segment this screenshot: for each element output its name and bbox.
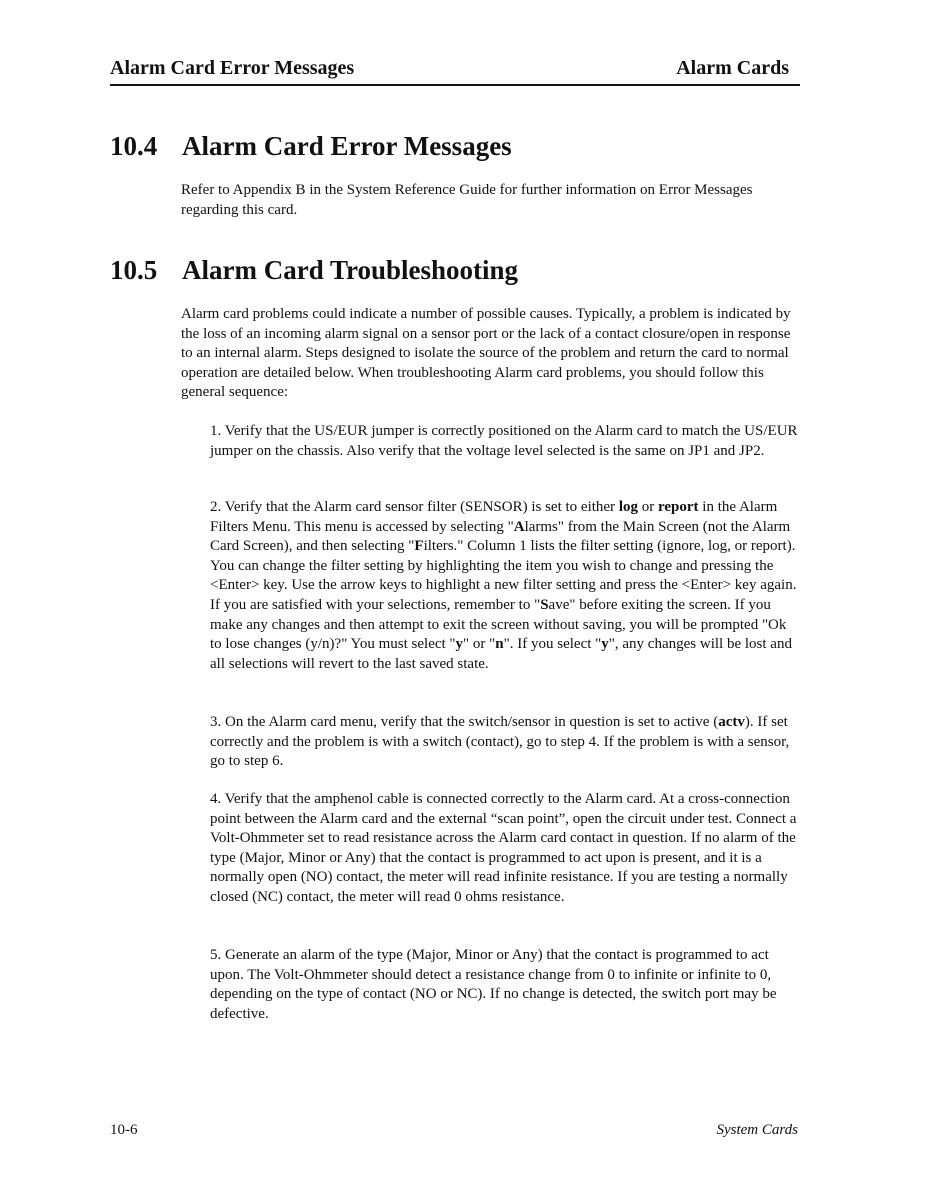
step-emphasis: actv <box>718 714 745 730</box>
section-title: Alarm Card Error Messages <box>182 131 512 161</box>
step-text: or <box>637 499 658 515</box>
step-emphasis: y <box>455 636 464 653</box>
step-text: 3. On the Alarm card menu, verify that the switch/sensor in question is set to active ( <box>210 714 719 730</box>
step-text: ). If set correctly and the problem is with a switch (contact), go to step 4. If the problem is with a sensor, go to step 6. <box>210 714 790 770</box>
step-emphasis: n <box>495 636 504 653</box>
step-text: 2. Verify that the Alarm card sensor filter (SENSOR) is set to either <box>210 499 619 515</box>
page-header <box>110 56 800 86</box>
step-emphasis: F <box>414 538 424 555</box>
step-emphasis: log <box>618 499 638 515</box>
section-10-5-intro: Alarm card problems could indicate a number of possible causes. Typically, a problem is indicated by the loss of an incoming alarm signal on a sensor port or the lack of a contact closure/open in response to an internal alarm. Steps designed to isolate the source of the problem and return the card to normal operation are detailed below. When troubleshooting Alarm card problems, you should follow this general sequence: <box>181 306 791 401</box>
section-title: Alarm Card Troubleshooting <box>182 255 519 285</box>
troubleshooting-step-4: 4. Verify that the amphenol cable is connected correctly to the Alarm card. At a cross-connection point between the Alarm card and the external “scan point”, open the circuit under test. Connect a Volt-Ohmmeter set to read resistance across the Alarm card contact in question. If no alarm of the type (Major, Minor or Any) that the contact is programmed to act upon is present, and it is a normally open (NO) contact, the meter will read infinite resistance. If you are testing a normally closed (NC) contact, the meter will read 0 ohms resistance. <box>210 791 797 905</box>
page-number: 10-6 <box>110 1122 138 1138</box>
section-10-4-body: Refer to Appendix B in the System Reference Guide for further information on Error Messages regarding this card. <box>181 182 753 218</box>
troubleshooting-step-3 <box>210 713 798 772</box>
section-heading-10-5 <box>110 254 518 286</box>
step-emphasis: A <box>513 518 525 535</box>
step-text: in the Alarm Filters Menu. This menu is accessed by selecting " <box>210 499 778 535</box>
troubleshooting-step-1: 1. Verify that the US/EUR jumper is correctly positioned on the Alarm card to match the US/EUR jumper on the chassis. Also verify that the voltage level selected is the same on JP1 and JP2. <box>210 423 798 459</box>
section-heading-10-4 <box>110 130 512 162</box>
section-number: 10.5 <box>110 255 158 285</box>
step-text: " or " <box>463 636 496 653</box>
header-section-title: Alarm Cards <box>676 57 789 79</box>
section-number: 10.4 <box>110 131 158 161</box>
step-text: ilters." Column 1 lists the filter setting (ignore, log, or report). You can change the filter setting by highlighting the item you wish to change and pressing the <Enter> key. Use the arrow keys to highlight a new filter setting and press the <Enter> key again. If you are satisfied with your selections, remember to " <box>210 538 797 613</box>
step-emphasis: S <box>540 596 549 613</box>
header-chapter-title: Alarm Card Error Messages <box>110 57 355 79</box>
troubleshooting-step-5: 5. Generate an alarm of the type (Major, Minor or Any) that the contact is programmed to act upon. The Volt-Ohmmeter should detect a resistance change from 0 to infinite or infinite to 0, depending on the type of contact (NO or NC). If no change is detected, the switch port may be defective. <box>210 947 777 1022</box>
troubleshooting-step-2 <box>210 498 798 674</box>
footer-book-title: System Cards <box>716 1122 798 1138</box>
step-text: ave" before exiting the screen. If you make any changes and then attempt to exit the screen without saving, you will be prompted "Ok to lose changes (y/n)?" You must select " <box>210 596 787 653</box>
step-text: ". If you select " <box>503 636 602 653</box>
step-text: larms" from the Main Screen (not the Alarm Card Screen), and then selecting " <box>210 518 791 555</box>
step-emphasis: y <box>601 636 609 653</box>
step-text: ", any changes will be lost and all selections will revert to the last saved state. <box>210 636 792 672</box>
step-emphasis: report <box>657 499 699 515</box>
